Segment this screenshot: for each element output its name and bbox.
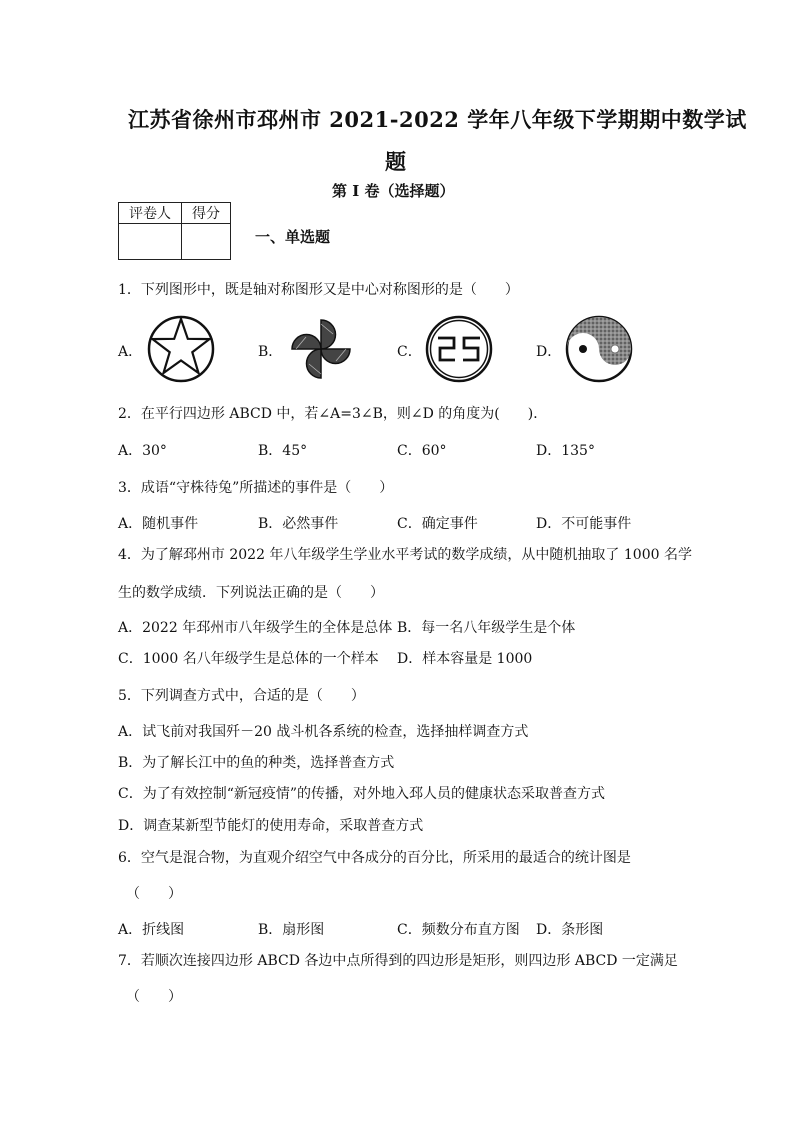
question-3-stem: 3．成语“守株待兔”所描述的事件是（ ） [118,480,394,496]
q5-option-d: D．调查某新型节能灯的使用寿命，采取普查方式 [118,818,424,834]
question-5-stem: 5．下列调查方式中，合适的是（ ） [118,688,365,704]
q5-option-b: B．为了解长江中的鱼的种类，选择普查方式 [118,755,395,771]
q1-option-c: C． [397,344,422,360]
volume-heading: 第 I 卷（选择题） [332,182,455,200]
score-box [118,202,231,260]
page-title-continued: 题 [385,149,407,174]
q4-option-b: B．每一名八年级学生是个体 [397,620,576,636]
q3-option-c: C．确定事件 [397,516,478,532]
yin-yang-figure [564,314,634,384]
q4-option-d: D．样本容量是 1000 [397,651,533,667]
q2-option-d: D．135° [536,443,595,459]
q5-option-c: C．为了有效控制“新冠疫情”的传播，对外地入邳人员的健康状态采取普查方式 [118,786,606,802]
question-1-stem: 1．下列图形中，既是轴对称图形又是中心对称图形的是（ ） [118,282,519,298]
q1-option-d: D． [536,344,562,360]
score-box-reviewer-label: 评卷人 [119,203,182,224]
question-4-stem-continued: 生的数学成绩．下列说法正确的是（ ） [118,585,384,601]
score-box-score-label: 得分 [182,203,231,224]
q1-option-a: A． [118,344,143,360]
section-heading: 一、单选题 [255,228,331,246]
question-6-stem: 6．空气是混合物，为直观介绍空气中各成分的百分比，所采用的最适合的统计图是 [118,850,631,866]
q2-option-c: C．60° [397,443,447,459]
q5-option-a: A．试飞前对我国歼－20 战斗机各系统的检查，选择抽样调查方式 [118,724,529,740]
q1-option-b: B． [258,344,283,360]
q2-option-b: B．45° [258,443,308,459]
score-box-score-field[interactable] [182,224,231,260]
question-2-stem: 2．在平行四边形 ABCD 中，若∠A=3∠B，则∠D 的角度为( )． [118,406,548,422]
q3-option-a: A．随机事件 [118,516,199,532]
symbol-in-circle-figure [424,314,494,384]
q3-option-d: D．不可能事件 [536,516,632,532]
q6-option-a: A．折线图 [118,922,185,938]
question-4-stem: 4．为了解邳州市 2022 年八年级学生学业水平考试的数学成绩，从中随机抽取了 1000 名学 [118,547,692,563]
score-box-reviewer-field[interactable] [119,224,182,260]
question-6-stem-continued: （ ） [126,886,182,902]
q4-option-a: A．2022 年邳州市八年级学生的全体是总体 [118,620,393,636]
q3-option-b: B．必然事件 [258,516,339,532]
pinwheel-figure [286,314,356,384]
question-7-stem-continued: （ ） [126,989,182,1005]
q2-option-a: A．30° [118,443,167,459]
question-7-stem: 7．若顺次连接四边形 ABCD 各边中点所得到的四边形是矩形，则四边形 ABCD 一定满足 [118,953,678,969]
q6-option-d: D．条形图 [536,922,604,938]
q6-option-b: B．扇形图 [258,922,325,938]
q4-option-c: C．1000 名八年级学生是总体的一个样本 [118,651,379,667]
q6-option-c: C．频数分布直方图 [397,922,520,938]
page-title: 江苏省徐州市邳州市 2021-2022 学年八年级下学期期中数学试 [128,107,747,132]
star-in-circle-figure [146,314,216,384]
